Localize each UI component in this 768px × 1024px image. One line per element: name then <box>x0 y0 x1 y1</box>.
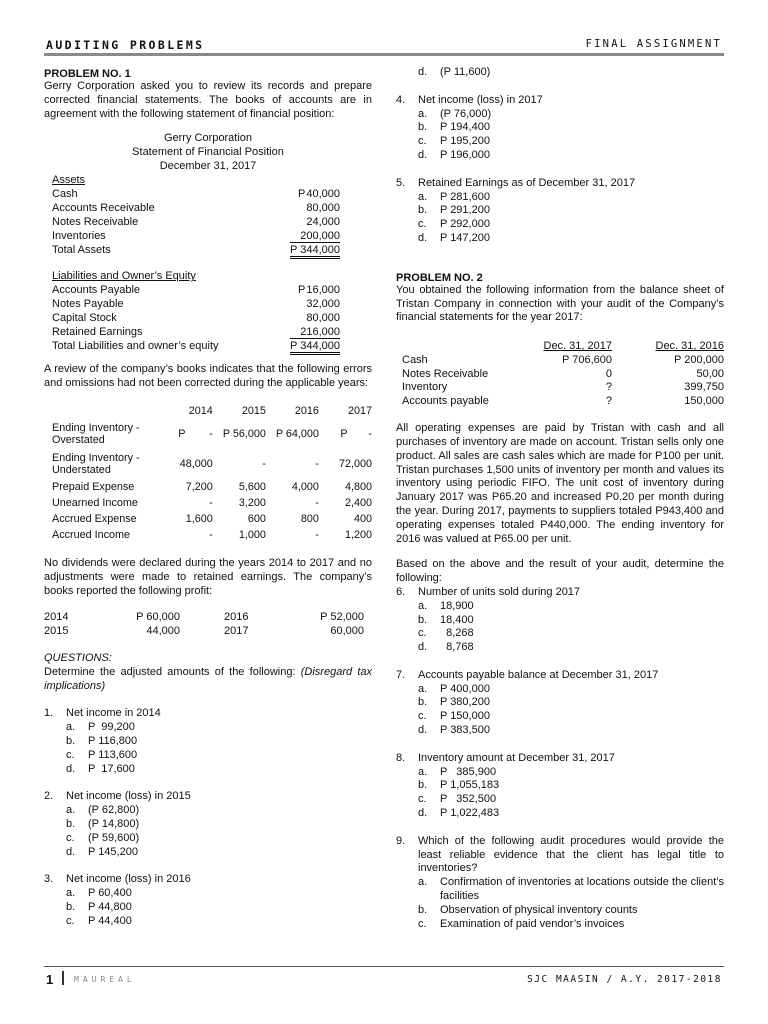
answer-option[interactable]: c. Examination of paid vendor’s invoices <box>418 917 625 930</box>
question-8: 8. Inventory amount at December 31, 2017 a. P 385,900 b. P 1,055,183 c. P 352,500 d. P 1,022,483 <box>396 752 724 821</box>
company-name: Gerry Corporation <box>163 132 253 145</box>
answer-option[interactable]: d. P 383,500 <box>418 724 490 737</box>
answer-option[interactable]: a. 18,900 <box>418 599 474 612</box>
answer-option[interactable]: b. Observation of physical inventory counts <box>418 903 638 916</box>
errors-row: Unearned Income - 3,200 - 2,400 <box>52 496 372 509</box>
errors-row: Accrued Expense 1,600 600 800 400 <box>52 512 372 525</box>
balance-row: Notes Receivable 0 50,00 <box>402 367 724 380</box>
col-2017: Dec. 31, 2017 <box>543 340 612 353</box>
questions-label: QUESTIONS: <box>44 651 112 664</box>
liability-row: Notes Payable 32,000 <box>52 298 340 311</box>
answer-option[interactable]: c. P 352,500 <box>418 793 497 806</box>
answer-option[interactable]: c. P 44,400 <box>66 914 132 927</box>
asset-row: Inventories 200,000 <box>52 230 340 243</box>
answer-option[interactable]: c. P 150,000 <box>418 710 490 723</box>
errors-table <box>52 403 372 543</box>
profit-row: 2014 P 60,000 2016 P 52,000 <box>44 611 364 624</box>
question-1: 1. Net income in 2014 a. P 99,200 b. P 116,800 c. P 113,600 d. P 17,600 <box>44 707 372 776</box>
question-2: 2. Net income (loss) in 2015 a. (P 62,800) b. (P 14,800) c. (P 59,600) d. P 145,200 <box>44 790 372 859</box>
answer-option[interactable]: a. P 281,600 <box>418 190 490 203</box>
answer-option[interactable]: c. 8,268 <box>418 627 474 640</box>
answer-option[interactable]: b. P 44,800 <box>66 900 132 913</box>
answer-option[interactable]: c. P 195,200 <box>418 135 490 148</box>
left-column <box>44 66 372 929</box>
asset-row: Cash P 40,000 <box>52 188 340 201</box>
balance-row: Accounts payable ? 150,000 <box>402 395 724 408</box>
col-2016: Dec. 31, 2016 <box>655 340 724 353</box>
profit-table <box>44 610 364 638</box>
answer-option[interactable]: b. P 116,800 <box>66 734 138 747</box>
balance-header-row <box>402 339 724 353</box>
dividend-text: No dividends were declared during the years 2014 to 2017 and no adjustments were made to retained earnings. The company’s books reported the following profit: <box>44 556 372 597</box>
answer-option[interactable]: d. P 147,200 <box>418 231 490 244</box>
answer-option[interactable]: d. P 1,022,483 <box>418 807 500 820</box>
answer-option[interactable]: b. (P 14,800) <box>66 817 140 830</box>
liability-row: Accounts Payable P 16,000 <box>52 284 340 297</box>
asset-row: Notes Receivable 24,000 <box>52 216 340 229</box>
header-title: AUDITING PROBLEMS <box>46 38 205 52</box>
liabilities-heading: Liabilities and Owner’s Equity <box>52 270 196 283</box>
year-header: 2015 <box>241 404 266 417</box>
answer-option[interactable]: a. P 385,900 <box>418 765 497 778</box>
footer-divider <box>62 971 64 985</box>
problem-1-title: PROBLEM NO. 1 <box>44 68 131 80</box>
problem-2-intro: You obtained the following information from the balance sheet of Tristan Company in connection with your audit of the Company’s financial statements for the year 2017: <box>396 283 724 324</box>
footer-rule <box>44 966 724 967</box>
answer-option[interactable]: b. P 194,400 <box>418 121 490 134</box>
answer-option[interactable]: b. P 291,200 <box>418 204 490 217</box>
sfp-heading <box>44 131 372 173</box>
question-7: 7. Accounts payable balance at December 31, 2017 a. P 400,000 b. P 380,200 c. P 150,000 d. P 383,500 <box>396 669 724 738</box>
question-5: 5. Retained Earnings as of December 31, 2017 a. P 281,600 b. P 291,200 c. P 292,000 d. P 147,200 <box>396 177 724 246</box>
total-liabilities-row: Total Liabilities and owner’s equity P 344,000 <box>52 339 360 353</box>
errors-row: Accrued Income - 1,000 - 1,200 <box>52 528 372 541</box>
question-3: 3. Net income (loss) in 2016 a. P 60,400 b. P 44,800 c. P 44,400 <box>44 873 372 928</box>
answer-option[interactable]: b. P 1,055,183 <box>418 779 500 792</box>
right-column <box>396 66 724 931</box>
balance-table <box>402 339 724 408</box>
answer-option[interactable]: b. 18,400 <box>418 613 474 626</box>
answer-option[interactable]: c. (P 59,600) <box>66 831 140 844</box>
answer-option[interactable]: c. P 113,600 <box>66 748 138 761</box>
assets-heading: Assets <box>52 174 86 187</box>
answer-option[interactable]: a. P 99,200 <box>66 721 135 734</box>
problem-2-title: PROBLEM NO. 2 <box>396 271 483 284</box>
answer-option[interactable]: d. (P 11,600) <box>418 66 491 78</box>
page-number: 1 <box>46 972 54 987</box>
answer-option[interactable]: a. P 60,400 <box>66 887 132 900</box>
footer-school-year: SJC MAASIN / A.Y. 2017-2018 <box>527 974 722 985</box>
answer-option[interactable]: a. P 400,000 <box>418 682 490 695</box>
profit-row: 2015 44,000 2017 60,000 <box>44 625 364 638</box>
question-6: 6. Number of units sold during 2017 a. 18,900 b. 18,400 c. 8,268 d. 8,768 <box>396 586 724 655</box>
answer-option[interactable]: a. (P 62,800) <box>66 804 140 817</box>
footer-author: MAUREAL <box>74 975 136 984</box>
answer-option[interactable]: d. P 145,200 <box>66 845 138 858</box>
liability-row: Capital Stock 80,000 <box>52 312 340 325</box>
operations-text: All operating expenses are paid by Tristan with cash and all purchases of inventory are made on account. Tristan sells only one product. All sales are cash sales which are made for P100 per unit. Tristan purchases 1,500 units of inventory per month and values its inventory using periodic FIFO. The unit cost of inventory during January 2017 was P65.20 and increased P0.20 per month during the year. During 2017, payments to suppliers totaled P943,400 and operating expenses totaled P440,000. The ending inventory for 2016 was valued at P65.00 per unit. <box>396 422 724 545</box>
balance-row: Cash P 706,600 P 200,000 <box>402 353 724 366</box>
answer-option[interactable]: a. (P 76,000) <box>418 107 492 120</box>
review-text: A review of the company’s books indicates that the following errors and omissions had not been corrected during the applicable years: <box>44 363 372 390</box>
answer-option[interactable]: d. 8,768 <box>418 641 474 654</box>
liability-row: Retained Earnings 216,000 <box>52 326 340 339</box>
question-9: 9. Which of the following audit procedures would provide the least reliable evidence that the client has legal title to inventories? a. Confirmation of inventories at locations outside the client’s facilities b. Observation of physical inventory counts c. Examination of paid vendor’s invoices <box>396 834 724 930</box>
year-header: 2016 <box>294 404 319 417</box>
question-4: 4. Net income (loss) in 2017 a. (P 76,000) b. P 194,400 c. P 195,200 d. P 196,000 <box>396 94 724 163</box>
total-assets-row: Total Assets P 344,000 <box>52 243 360 257</box>
statement-date: December 31, 2017 <box>159 160 257 173</box>
balance-row: Inventory ? 399,750 <box>402 381 724 394</box>
errors-row: Ending Inventory - Overstated P - P 56,000 P 64,000 P - <box>52 421 372 446</box>
balance-sheet <box>44 173 360 353</box>
question-3-continued <box>396 66 724 80</box>
header-rule <box>44 53 724 56</box>
asset-row: Accounts Receivable 80,000 <box>52 202 340 215</box>
based-text: Based on the above and the result of your audit, determine the following: <box>396 558 724 585</box>
errors-row: Prepaid Expense 7,200 5,600 4,000 4,800 <box>52 480 372 493</box>
answer-option[interactable]: d. P 17,600 <box>66 762 135 775</box>
errors-row: Ending Inventory - Understated 48,000 - - 72,000 <box>52 451 372 476</box>
errors-header-row <box>52 403 372 419</box>
problem-1-intro: Gerry Corporation asked you to review its records and prepare corrected financial statements. The books of accounts are in agreement with the following statement of financial position: <box>44 80 372 120</box>
year-header: 2017 <box>347 404 372 417</box>
header-assignment: FINAL ASSIGNMENT <box>585 38 722 50</box>
answer-option[interactable]: c. P 292,000 <box>418 218 490 231</box>
determine-text: Determine the adjusted amounts of the following: (Disregard tax implications) <box>44 665 373 692</box>
answer-option[interactable]: b. P 380,200 <box>418 696 490 709</box>
answer-option[interactable]: a. Confirmation of inventories at locations outside the client’s facilities <box>418 876 724 903</box>
answer-option[interactable]: d. P 196,000 <box>418 148 490 161</box>
statement-title: Statement of Financial Position <box>132 146 284 159</box>
year-header: 2014 <box>188 404 213 417</box>
